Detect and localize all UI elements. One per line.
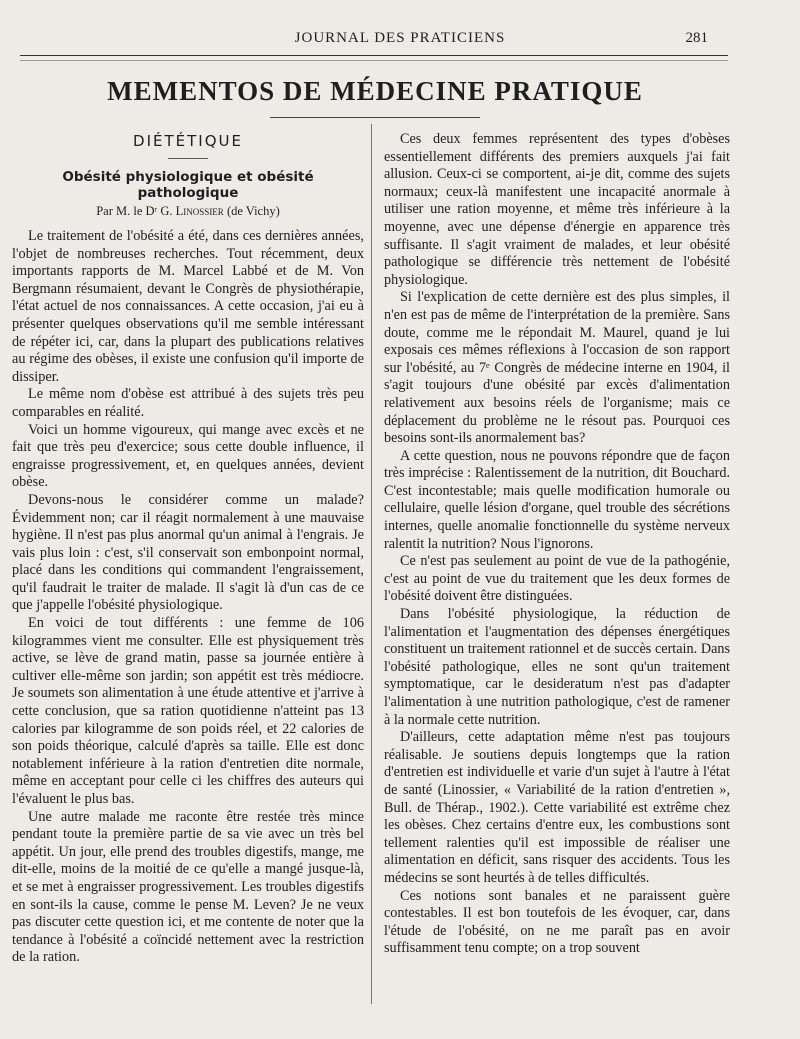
- running-head: [0, 30, 800, 50]
- journal-title: JOURNAL DES PRATICIENS: [294, 30, 506, 46]
- header-rule-secondary: [20, 60, 728, 61]
- byline-suffix: (de Vichy): [226, 204, 280, 218]
- paragraph: Ce n'est pas seulement au point de vue de la pathogénie, c'est au point de vue du traitement que les deux formes de l'obésité doivent être distinguées.: [384, 553, 730, 605]
- paragraph: Voici un homme vigoureux, qui mange avec excès et ne fait que très peu d'exercice; sous cette double influence, il engraisse progressivement, et, en quelques années, devient obèse.: [12, 421, 364, 491]
- paragraph: En voici de tout différents : une femme de 106 kilogrammes vient me consulter. Elle est physiquement très active, se lève de grand matin, passe sa journée entière à cultiver elle-même son jardin; son appétit est très médiocre. Je soumets son alimentation à une étude attentive et j'arrive à cette conclusion, que sa ration quotidienne n'atteint pas 13 calories par kilogramme de son poids réel, et 22 calories de son poids théorique, calculé d'après sa taille. Elle est donc notablement inférieure à la ration d'entretien dite normale, même en acceptant pour celle ci les chiffres des auteurs qui l'évaluent le plus bas.: [12, 615, 364, 807]
- left-column: [12, 132, 364, 967]
- paragraph: Devons-nous le considérer comme un malade? Évidemment non; car il réagit normalement à une mauvaise hygiène. Il n'est pas plus anormal qu'un animal à l'engrais. Je vais plus loin : c'est, s'il conservait son embonpoint normal, placé dans les conditions qui commandent l'engraissement, qu'il faudrait le traiter de malade. Il s'agit là d'un cas de ce que j'appelle l'obésité physiologique.: [12, 491, 364, 614]
- paragraph: A cette question, nous ne pouvons répondre que de façon très imprécise : Ralentissement de la nutrition, dit Bouchard. C'est incontestable; mais quelle modification humorale ou cellulaire, quelle lésion d'organe, quel trouble des sécrétions internes, quelle anomalie fonctionnelle du système nerveux ralentit la nutrition? Nous l'ignorons.: [384, 447, 730, 552]
- paragraph: D'ailleurs, cette adaptation même n'est pas toujours réalisable. Je soutiens depuis longtemps que la ration d'entretien est individuelle et varie d'un sujet à l'autre à l'état de santé (Linossier, « Variabilité de la ration d'entretien », Bull. de Thérap., 1902.). Cette variabilité est extrême chez les obèses. Chez certains d'entre eux, les combustions sont tellement ralenties qu'il est impossible de réaliser une alimentation en déficit, sans risquer des accidents. Tous les médecins se sont heurtés à de telles difficultés.: [384, 729, 730, 886]
- paragraph: Ces notions sont banales et ne paraissent guère contestables. Il est bon toutefois de les évoquer, car, dans l'étude de l'obésité, on ne me paraît pas en avoir suffisamment tenu compte; on a trop souvent: [384, 887, 730, 957]
- byline-prefix: Par M. le Dʳ G.: [96, 204, 173, 218]
- paragraph: Le traitement de l'obésité a été, dans ces dernières années, l'objet de nombreuses recherches. Tout récemment, deux importants rapports de M. Marcel Labbé et de M. Von Bergmann résumaient, devant le Congrès de physiothérapie, l'état actuel de nos connaissances. A cette occasion, j'ai eu à présenter quelques observations qu'il me semble intéressant de répéter ici, car, dans la plupart des publications relatives au régime des obèses, il existe une confusion qu'il importe de dissiper.: [12, 228, 364, 385]
- article-title: Obésité physiologique et obésité pathologique: [62, 169, 314, 201]
- paragraph: Ces deux femmes représentent des types d'obèses essentiellement différents des premiers auxquels j'ai fait allusion. Ceux-ci se comportent, ai-je dit, comme des sujets normaux; ceux-là manifestent une incapacité anormale à utiliser une ration moyenne, et même très inférieure à la moyenne, avec une dépense d'énergie en apparence très suffisante. Il s'agit vraiment de malades, et leur obésité pathologique se différencie très nettement de l'obésité physiologique.: [384, 131, 730, 288]
- right-column: [384, 131, 730, 958]
- column-divider: [371, 124, 372, 1004]
- section-title: MEMENTOS DE MÉDECINE PRATIQUE: [107, 76, 643, 106]
- article-byline: [12, 204, 364, 219]
- byline-author: Linossier: [175, 204, 224, 218]
- paragraph: Si l'explication de cette dernière est des plus simples, il n'en est pas de même de l'interprétation de la première. Sans doute, comme me le répondait M. Maurel, quand je lui exposais ces mêmes réflexions à l'occasion de son rapport sur l'obésité, au 7ᵉ Congrès de médecine interne en 1904, il s'agit toujours d'une obésité par excès d'alimentation relativement aux besoins réels de l'organisme; mais ce déplacement du problème ne le résout pas. Pourquoi ces besoins sont-ils anormalement bas?: [384, 289, 730, 447]
- paragraph: Dans l'obésité physiologique, la réduction de l'alimentation et l'augmentation des dépenses énergétiques constituent un traitement rationnel et de succès certain. Dans l'obésité pathologique, elles ne sont qu'un traitement symptomatique, car le desideratum n'est pas d'adapter l'alimentation à une nutrition pathologique, c'est de ramener à la normale cette nutrition.: [384, 606, 730, 728]
- paragraph: Une autre malade me raconte être restée très mince pendant toute la première partie de sa vie avec un très bel appétit. Un jour, elle prend des troubles digestifs, mange, me dit-elle, moins de la moitié de ce qu'elle a mangé jusque-là, et se met à engraisser progressivement. Les troubles digestifs en sont-ils la cause, comme le pense M. Leven? Je ne veux pas discuter cette question ici, et me contente de noter que la tendance à l'obésité a coïncidé nettement avec la restriction de la ration.: [12, 808, 364, 966]
- rubric-rule: [168, 158, 208, 159]
- section-title-rule: [270, 117, 480, 118]
- paragraph: Le même nom d'obèse est attribué à des sujets très peu comparables en réalité.: [12, 386, 364, 420]
- header-rule: [20, 55, 728, 56]
- page-number: 281: [685, 30, 708, 46]
- rubric-heading: DIÉTÉTIQUE: [133, 132, 243, 150]
